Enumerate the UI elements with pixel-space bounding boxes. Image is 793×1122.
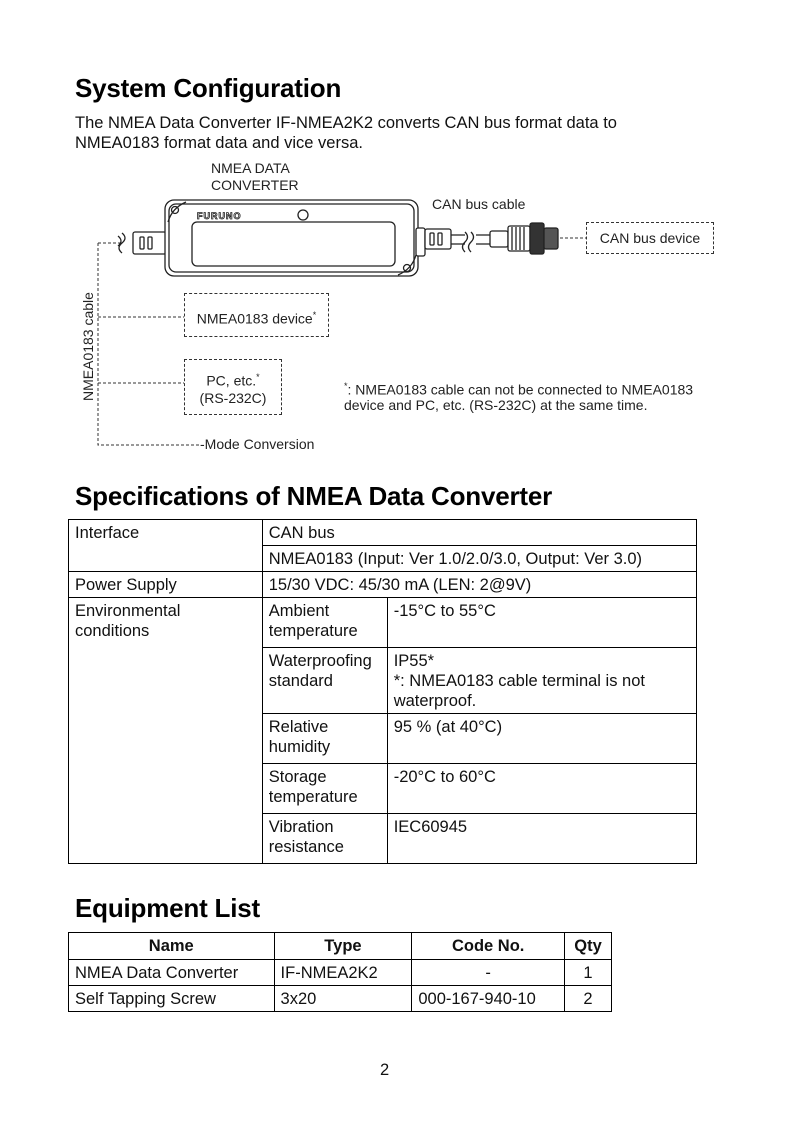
note-text-1: : NMEA0183 cable can not be connected to NMEA0183 <box>347 381 694 398</box>
header-name: Name <box>69 933 275 960</box>
env-name-storage: Storage temperature <box>262 764 387 814</box>
cell-name: NMEA Data Converter <box>69 960 275 986</box>
env-name-ambient: Ambient temperature <box>262 598 387 648</box>
can-bus-connector-icon <box>425 223 558 254</box>
system-diagram <box>0 0 793 470</box>
can-bus-device-label: CAN bus device <box>599 230 701 246</box>
env-label-1: Environmental <box>75 602 181 620</box>
equipment-table <box>68 932 612 1012</box>
cell-qty: 1 <box>564 960 611 986</box>
diagram-note-line-1 <box>344 378 693 399</box>
table-row <box>69 960 612 986</box>
rs232c-label: (RS-232C) <box>199 389 267 406</box>
pc-label: PC, etc. <box>206 372 257 389</box>
diagram-note-line-2: device and PC, etc. (RS-232C) at the same time. <box>344 397 648 413</box>
env-name-humidity: Relative humidity <box>262 714 387 764</box>
nmea0183-device-asterisk: * <box>312 310 317 320</box>
env-value-ambient: -15°C to 55°C <box>387 598 696 648</box>
table-row <box>69 572 697 598</box>
can-bus-cable-label: CAN bus cable <box>432 196 526 212</box>
table-row <box>69 520 697 546</box>
nmea0183-cable-label: NMEA0183 cable <box>80 292 96 401</box>
note-asterisk: * <box>344 381 348 391</box>
section-title-specifications: Specifications of NMEA Data Converter <box>75 481 553 511</box>
spec-value-power: 15/30 VDC: 45/30 mA (LEN: 2@9V) <box>262 572 696 598</box>
mode-conversion-label: -Mode Conversion <box>200 436 315 452</box>
furuno-logo: FURUNO <box>197 211 242 221</box>
spec-label-environment <box>69 598 263 864</box>
specifications-table <box>68 519 697 864</box>
spec-value-nmea0183: NMEA0183 (Input: Ver 1.0/2.0/3.0, Output: Ver 3.0) <box>262 546 696 572</box>
table-row <box>69 986 612 1012</box>
env-name-vibration: Vibration resistance <box>262 814 387 864</box>
header-type: Type <box>274 933 412 960</box>
page-number: 2 <box>380 1061 390 1079</box>
table-row <box>69 598 697 648</box>
intro-line-2: NMEA0183 format data and vice versa. <box>75 134 363 152</box>
env-value-waterproofing: IP55* *: NMEA0183 cable terminal is not waterproof. <box>387 648 696 714</box>
spec-label-power: Power Supply <box>69 572 263 598</box>
table-header-row <box>69 933 612 960</box>
env-label-2: conditions <box>75 622 150 640</box>
converter-label-1: NMEA DATA <box>211 160 290 176</box>
converter-label-2: CONVERTER <box>211 177 299 193</box>
section-title-equipment-list: Equipment List <box>75 893 260 923</box>
pc-asterisk: * <box>256 372 260 382</box>
cell-qty: 2 <box>564 986 611 1012</box>
spec-label-interface: Interface <box>69 520 263 572</box>
env-value-vibration: IEC60945 <box>387 814 696 864</box>
env-value-storage: -20°C to 60°C <box>387 764 696 814</box>
cell-type: IF-NMEA2K2 <box>274 960 412 986</box>
cell-code-no: - <box>412 960 565 986</box>
nmea0183-device-label: NMEA0183 device <box>196 310 313 327</box>
cell-type: 3x20 <box>274 986 412 1012</box>
cell-name: Self Tapping Screw <box>69 986 275 1012</box>
intro-line-1: The NMEA Data Converter IF-NMEA2K2 converts CAN bus format data to <box>75 114 617 132</box>
nmea0183-device-box <box>184 293 329 337</box>
env-name-waterproofing: Waterproofing standard <box>262 648 387 714</box>
can-bus-device-box <box>586 222 714 254</box>
spec-value-can-bus: CAN bus <box>262 520 696 546</box>
cell-code-no: 000-167-940-10 <box>412 986 565 1012</box>
env-value-humidity: 95 % (at 40°C) <box>387 714 696 764</box>
section-title-system-configuration: System Configuration <box>75 73 342 103</box>
pc-rs232c-box <box>184 359 282 415</box>
header-qty: Qty <box>564 933 611 960</box>
header-code-no: Code No. <box>412 933 565 960</box>
